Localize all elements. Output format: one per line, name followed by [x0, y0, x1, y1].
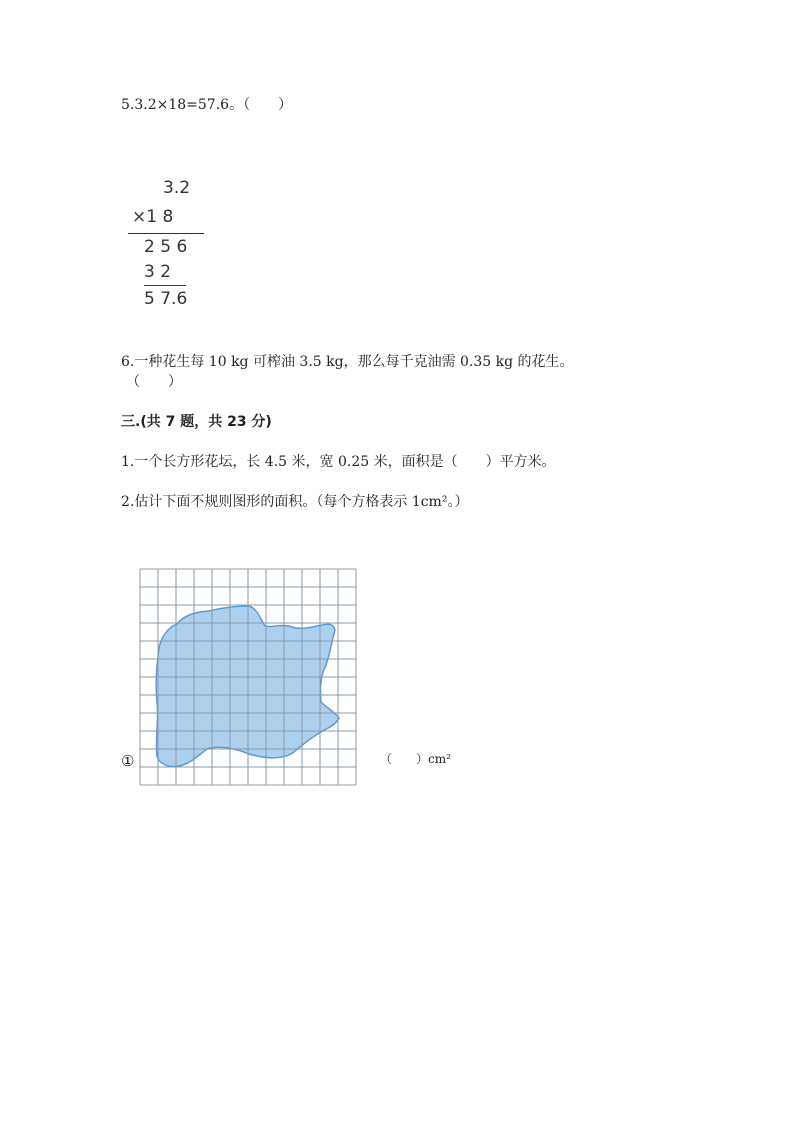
figure-label: ①	[121, 752, 135, 770]
calc-multiplicand: 3.2	[163, 178, 191, 198]
section-3-question-2: 2.估计下面不规则图形的面积。（每个方格表示 1cm²。）	[121, 494, 469, 510]
calc-rule-1	[128, 233, 204, 234]
section-3-question-1: 1.一个长方形花坛，长 4.5 米，宽 0.25 米，面积是（ ）平方米。	[121, 454, 556, 470]
area-answer-blank: （ ）cm²	[380, 752, 451, 766]
calc-multiplier: ×1 8	[132, 207, 174, 227]
calc-result: 5 7.6	[144, 289, 188, 309]
calc-rule-2	[144, 285, 186, 286]
question-5: 5.3.2×18=57.6。（ ）	[121, 97, 293, 113]
question-6: 6.一种花生每 10 kg 可榨油 3.5 kg，那么每千克油需 0.35 kg 的花生。	[121, 354, 574, 370]
grid-svg	[139, 568, 357, 786]
section-3-heading: 三.(共 7 题，共 23 分)	[121, 414, 272, 430]
question-6-blank: （ ）	[126, 374, 182, 390]
calc-partial-2: 3 2	[144, 262, 172, 282]
area-grid-figure	[139, 568, 357, 790]
calc-partial-1: 2 5 6	[144, 237, 188, 257]
